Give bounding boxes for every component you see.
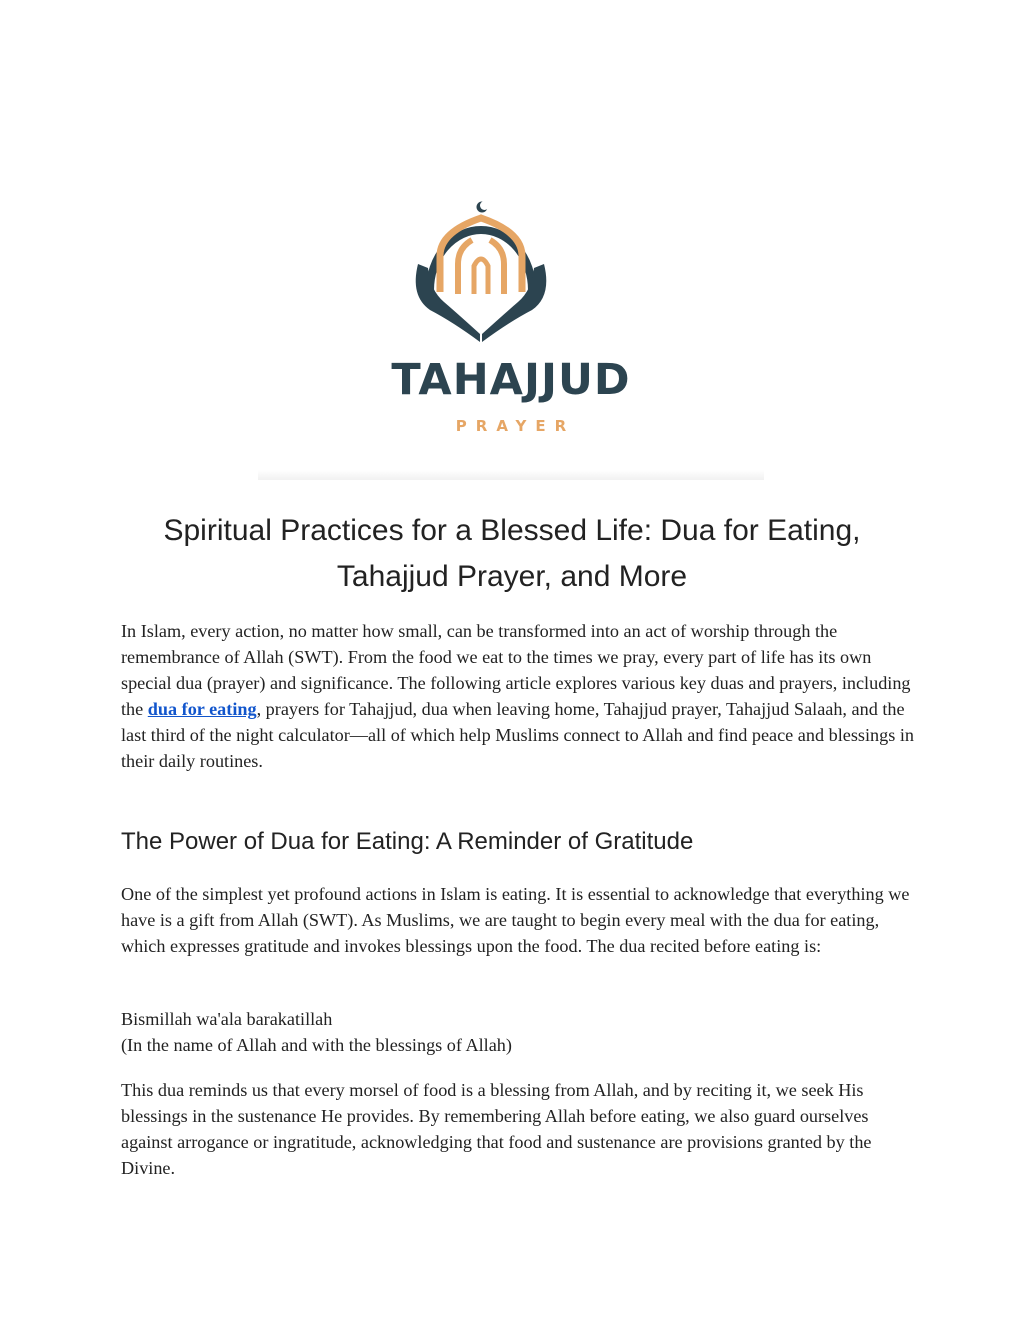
brand-logo (258, 172, 764, 480)
section-paragraph: One of the simplest yet profound actions in Islam is eating. It is essential to acknowledge that everything we have is a gift from Allah (SWT). As Muslims, we are taught to begin every meal with the dua for eating, which expresses gratitude and invokes blessings upon the food. The dua recited before eating is: (121, 884, 910, 957)
logo-divider (258, 470, 764, 480)
dua-translation: (In the name of Allah and with the blessings of Allah) (121, 1035, 512, 1056)
brand-name: TAHAJJUD (391, 355, 631, 405)
dua-quote (121, 1006, 916, 1058)
intro-paragraph (121, 618, 916, 775)
section-heading: The Power of Dua for Eating: A Reminder of Gratitude (121, 828, 694, 855)
dua-transliteration: Bismillah wa'ala barakatillah (121, 1009, 333, 1029)
page-title: Spiritual Practices for a Blessed Life: Dua for Eating, Tahajjud Prayer, and More (163, 514, 861, 593)
brand-subtitle: PRAYER (455, 417, 576, 435)
dua-for-eating-link[interactable]: dua for eating (147, 699, 257, 720)
section-paragraph-2: This dua reminds us that every morsel of food is a blessing from Allah, and by reciting it, we seek His blessings in the sustenance He provides. By remembering Allah before eating, we also guard ourselves against arrogance or ingratitude, acknowledging that food and sustenance are provisions granted by the Divine. (121, 1080, 872, 1179)
intro-text-start: In Islam, every action, no matter how small, can be transformed into an act of worship through the remembrance of Allah (SWT). From the food we eat to the times we pray, every part of life has its own special dua (prayer) and significance. The following article explores various key duas and prayers, including the (121, 621, 911, 720)
intro-text-end: , prayers for Tahajjud, dua when leaving home, Tahajjud prayer, Tahajjud Salaah, and the last third of the night calculator—all of which help Muslims connect to Allah and find peace and blessings in their daily routines. (121, 699, 914, 772)
mosque-dome-hands-icon (258, 172, 764, 347)
